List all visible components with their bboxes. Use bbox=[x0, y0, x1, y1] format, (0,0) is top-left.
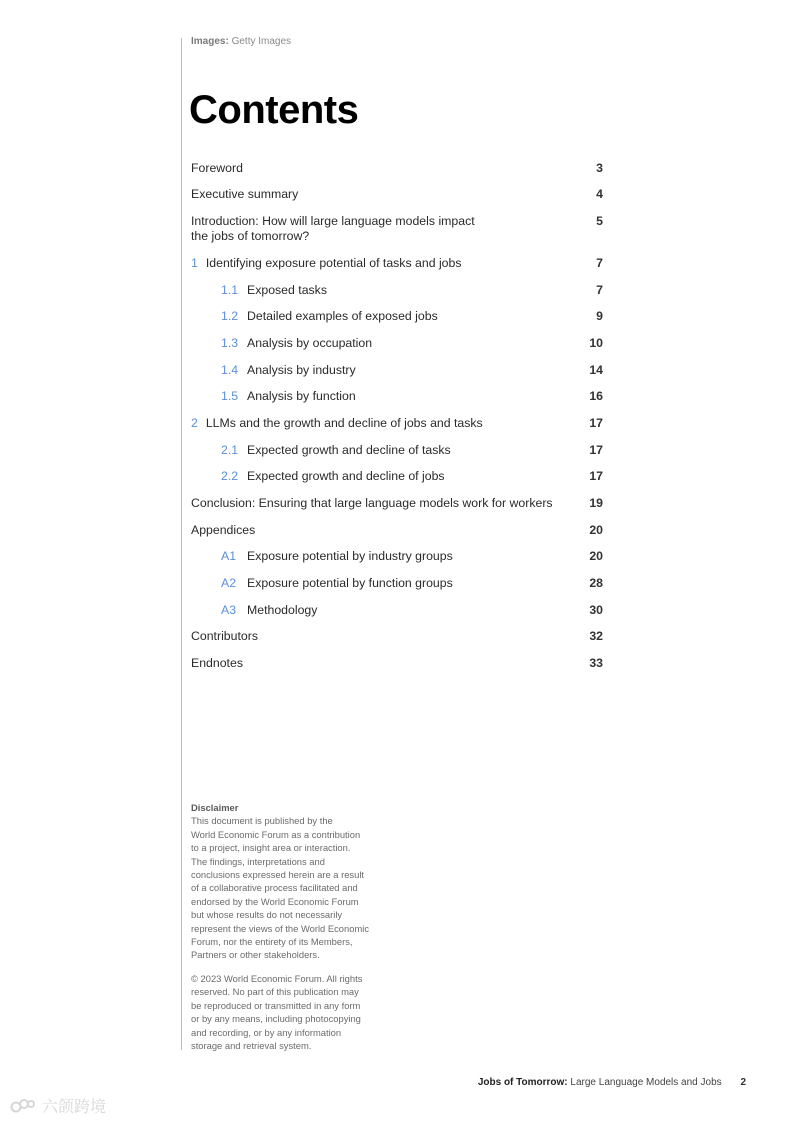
toc-entry-label bbox=[221, 363, 561, 378]
copyright-line: or by any means, including photocopying bbox=[191, 1013, 361, 1025]
disclaimer-heading: Disclaimer bbox=[191, 802, 239, 813]
watermark-text: 六颌跨境 bbox=[42, 1099, 107, 1116]
toc-entry-label bbox=[221, 603, 561, 618]
toc-entry-number: 2.2 bbox=[221, 469, 239, 483]
disclaimer-line: conclusions expressed herein are a result bbox=[191, 869, 365, 881]
toc-entry-text: Analysis by function bbox=[247, 389, 356, 403]
toc-entry-text: Foreword bbox=[191, 161, 243, 175]
copyright-line: be reproduced or transmitted in any form bbox=[191, 999, 361, 1011]
credit-label: Images: bbox=[191, 36, 229, 47]
disclaimer-text bbox=[191, 814, 391, 961]
toc-entry-label bbox=[191, 629, 491, 644]
toc-entry-label bbox=[191, 256, 491, 271]
toc-entry-text: Exposure potential by industry groups bbox=[247, 549, 453, 563]
toc-entry-text: Appendices bbox=[191, 523, 256, 537]
disclaimer-line: but whose results do not necessarily bbox=[191, 909, 343, 921]
disclaimer-line: to a project, insight area or interaction. bbox=[191, 842, 351, 854]
toc-entry-page: 7 bbox=[596, 283, 603, 297]
disclaimer-line: World Economic Forum as a contribution bbox=[191, 828, 361, 840]
toc-entry-page: 3 bbox=[596, 161, 603, 175]
copyright-text bbox=[191, 972, 391, 1052]
footer-report-title: Jobs of Tomorrow: bbox=[477, 1077, 568, 1088]
toc-entry-label bbox=[191, 656, 491, 671]
toc-entry-number: 1.4 bbox=[221, 363, 239, 377]
toc-entry-label bbox=[191, 161, 491, 176]
toc-entry-number: A1 bbox=[221, 549, 237, 563]
toc-entry-page: 9 bbox=[596, 309, 603, 323]
page-title: Contents bbox=[189, 88, 359, 132]
watermark-logo-icon bbox=[10, 1097, 36, 1115]
toc-entry-number: 2 bbox=[191, 416, 198, 430]
toc-entry-text: Expected growth and decline of jobs bbox=[247, 469, 445, 483]
disclaimer-line: This document is published by the bbox=[191, 815, 333, 827]
toc-entry-number: 2.1 bbox=[221, 443, 239, 457]
toc-entry-number: 1.2 bbox=[221, 309, 239, 323]
toc-entry-text: Exposed tasks bbox=[247, 283, 327, 297]
toc-entry-label bbox=[191, 496, 571, 511]
toc-entry-text: Exposure potential by function groups bbox=[247, 576, 453, 590]
watermark bbox=[10, 1094, 106, 1117]
toc-entry-text: Detailed examples of exposed jobs bbox=[247, 309, 438, 323]
disclaimer-line: endorsed by the World Economic Forum bbox=[191, 895, 359, 907]
toc-entry-text: Executive summary bbox=[191, 187, 299, 201]
toc-entry-page: 30 bbox=[589, 603, 603, 617]
disclaimer bbox=[191, 801, 391, 1062]
toc-entry-page: 33 bbox=[589, 656, 603, 670]
footer-subtitle: Large Language Models and Jobs bbox=[570, 1077, 722, 1088]
toc-entry-text-line2: the jobs of tomorrow? bbox=[191, 229, 310, 243]
toc-entry-label bbox=[221, 309, 561, 324]
disclaimer-line: Partners or other stakeholders. bbox=[191, 949, 320, 961]
toc-entry-page: 14 bbox=[589, 363, 603, 377]
copyright-line: © 2023 World Economic Forum. All rights bbox=[191, 972, 363, 984]
toc-entry-label bbox=[221, 389, 561, 404]
toc-entry-page: 17 bbox=[589, 443, 603, 457]
disclaimer-line: The findings, interpretations and bbox=[191, 855, 325, 867]
toc-entry-number: 1.1 bbox=[221, 283, 239, 297]
toc-entry-page: 4 bbox=[596, 187, 603, 201]
toc-entry-page: 17 bbox=[589, 469, 603, 483]
toc-entry-label bbox=[221, 576, 561, 591]
page-footer bbox=[478, 1077, 746, 1088]
toc-entry-label bbox=[221, 443, 561, 458]
toc-entry-text: Contributors bbox=[191, 629, 258, 643]
toc-entry-number: A3 bbox=[221, 603, 237, 617]
toc-entry-page: 19 bbox=[589, 496, 603, 510]
margin-rule bbox=[181, 38, 182, 1050]
disclaimer-line: of a collaborative process facilitated and bbox=[191, 882, 358, 894]
credit-value: Getty Images bbox=[231, 36, 292, 47]
toc-entry-text: Identifying exposure potential of tasks and jobs bbox=[205, 256, 462, 270]
toc-entry-page: 10 bbox=[589, 336, 603, 350]
toc-entry-label bbox=[221, 283, 561, 298]
toc-entry-page: 17 bbox=[589, 416, 603, 430]
toc-entry-label bbox=[191, 416, 491, 431]
toc-entry-page: 7 bbox=[596, 256, 603, 270]
disclaimer-line: represent the views of the World Economic bbox=[191, 922, 370, 934]
toc-entry-text: LLMs and the growth and decline of jobs and tasks bbox=[205, 416, 483, 430]
toc-entry-label bbox=[191, 523, 491, 538]
toc-entry-text: Analysis by occupation bbox=[247, 336, 373, 350]
copyright-line: reserved. No part of this publication may bbox=[191, 986, 359, 998]
image-credit bbox=[191, 36, 291, 47]
toc-entry-text: Endnotes bbox=[191, 656, 243, 670]
toc-entry-label bbox=[191, 187, 491, 202]
toc-entry-text: Conclusion: Ensuring that large language models work for workers bbox=[191, 496, 553, 510]
copyright-line: storage and retrieval system. bbox=[191, 1039, 312, 1051]
toc-entry-label bbox=[221, 469, 561, 484]
toc-entry-number: 1.3 bbox=[221, 336, 239, 350]
toc-entry-number: 1 bbox=[191, 256, 198, 270]
toc-entry-page: 20 bbox=[589, 523, 603, 537]
toc-entry-page: 20 bbox=[589, 549, 603, 563]
toc-entry-number: 1.5 bbox=[221, 389, 239, 403]
toc-entry-number: A2 bbox=[221, 576, 237, 590]
toc-entry-page: 28 bbox=[589, 576, 603, 590]
toc-entry-page: 16 bbox=[589, 389, 603, 403]
page-number: 2 bbox=[740, 1077, 746, 1088]
toc-entry-page: 32 bbox=[589, 629, 603, 643]
toc-entry-label bbox=[221, 549, 561, 564]
toc-entry-label bbox=[191, 214, 491, 244]
disclaimer-line: Forum, nor the entirety of its Members, bbox=[191, 936, 353, 948]
toc-entry-text: Analysis by industry bbox=[247, 363, 356, 377]
toc-entry-page: 5 bbox=[596, 214, 603, 228]
toc-entry-text: Introduction: How will large language models impact bbox=[191, 214, 475, 228]
toc-entry-text: Expected growth and decline of tasks bbox=[247, 443, 451, 457]
toc-entry-text: Methodology bbox=[247, 603, 318, 617]
toc-entry-label bbox=[221, 336, 561, 351]
copyright-line: and recording, or by any information bbox=[191, 1026, 342, 1038]
